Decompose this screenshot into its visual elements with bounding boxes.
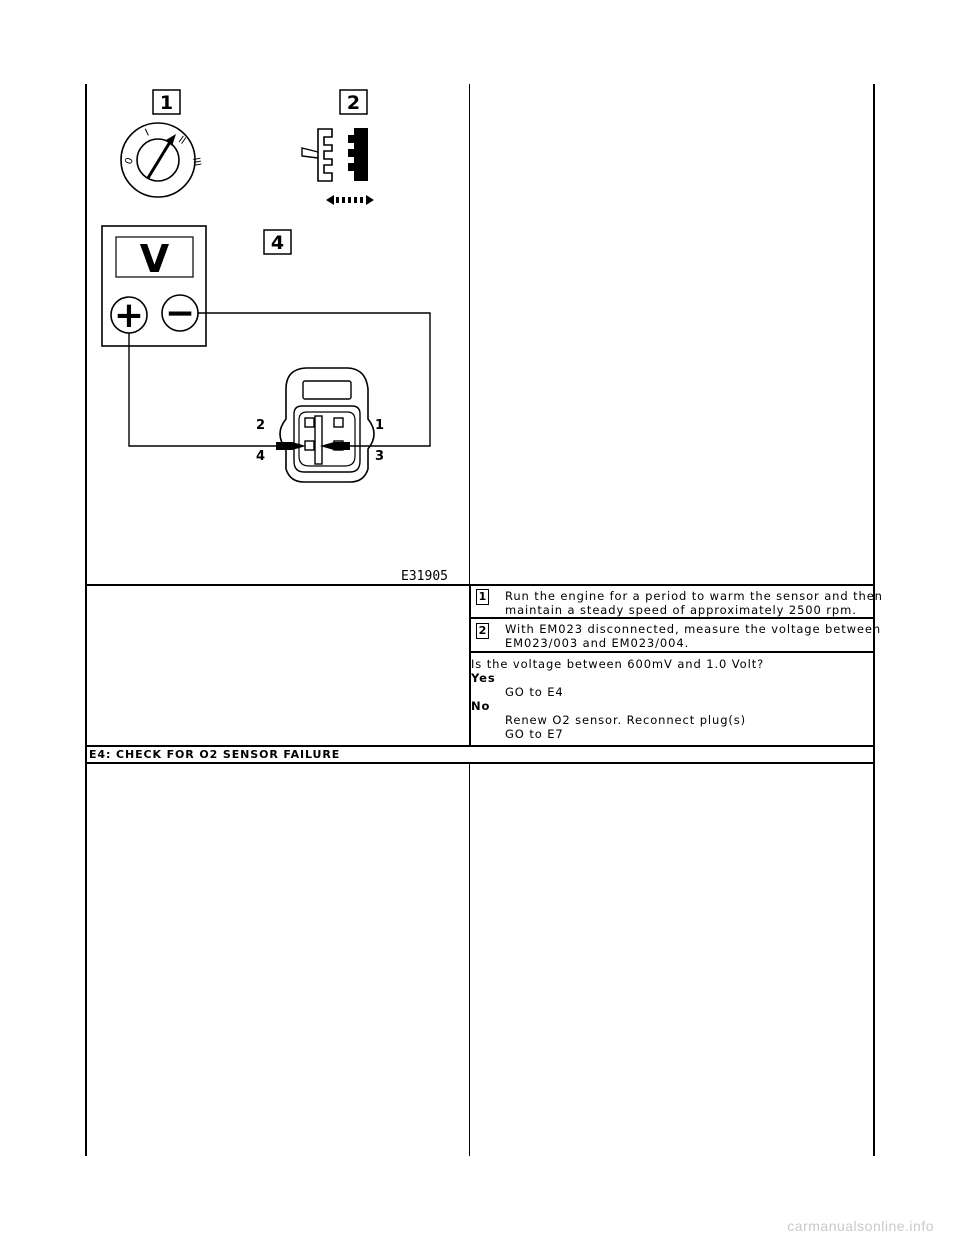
callout-4 (264, 230, 291, 254)
svg-text:4: 4 (270, 232, 285, 254)
svg-text:−: − (164, 293, 196, 334)
svg-text:2: 2 (346, 92, 361, 114)
voltmeter-icon (102, 226, 206, 346)
right-border (873, 84, 875, 1156)
row-divider-1 (85, 584, 875, 586)
left-border (85, 84, 87, 1156)
svg-text:3: 3 (375, 449, 385, 464)
svg-text:V: V (139, 237, 170, 281)
step-2-number: 2 (476, 623, 489, 639)
svg-text:1: 1 (375, 418, 385, 433)
yes-label: Yes (471, 671, 496, 685)
callout-2 (340, 90, 367, 114)
middle-divider-bottom (469, 764, 470, 1156)
callout-1 (153, 90, 180, 114)
svg-text:III: III (190, 156, 203, 168)
svg-text:2: 2 (256, 418, 266, 433)
step-1-line-2: maintain a steady speed of approximately 2500 rpm. (505, 603, 857, 617)
svg-text:II: II (176, 134, 188, 147)
heading-bottom (85, 762, 875, 764)
svg-text:4: 4 (256, 449, 266, 464)
middle-divider-top (469, 84, 470, 585)
step-2-line-2: EM023/003 and EM023/004. (505, 636, 690, 650)
disconnect-connector-icon (302, 128, 374, 205)
no-label: No (471, 699, 491, 713)
step-2-line-1: With EM023 disconnected, measure the voltage between (505, 622, 882, 636)
yes-action-link[interactable]: GO to E4 (505, 685, 564, 699)
figure-id: E31905 (401, 569, 448, 584)
o2-sensor-connector-icon (256, 368, 384, 482)
step1-bottom (470, 617, 874, 619)
step-1-line-1: Run the engine for a period to warm the sensor and then (505, 589, 883, 603)
section-heading: E4: CHECK FOR O2 SENSOR FAILURE (89, 748, 341, 761)
svg-text:I: I (143, 127, 151, 139)
question-text: Is the voltage between 600mV and 1.0 Volt? (471, 657, 765, 671)
ignition-switch-icon (121, 123, 202, 197)
wiring-diagram (96, 84, 466, 584)
step2-bottom (470, 651, 874, 653)
svg-text:+: + (113, 295, 145, 336)
no-action: Renew O2 sensor. Reconnect plug(s) (505, 713, 747, 727)
step-1-number: 1 (476, 589, 489, 605)
svg-text:0: 0 (123, 156, 136, 167)
svg-text:1: 1 (159, 92, 174, 114)
row-divider-2 (85, 745, 875, 747)
no-goto-link[interactable]: GO to E7 (505, 727, 564, 741)
watermark: carmanualsonline.info (787, 1218, 934, 1234)
